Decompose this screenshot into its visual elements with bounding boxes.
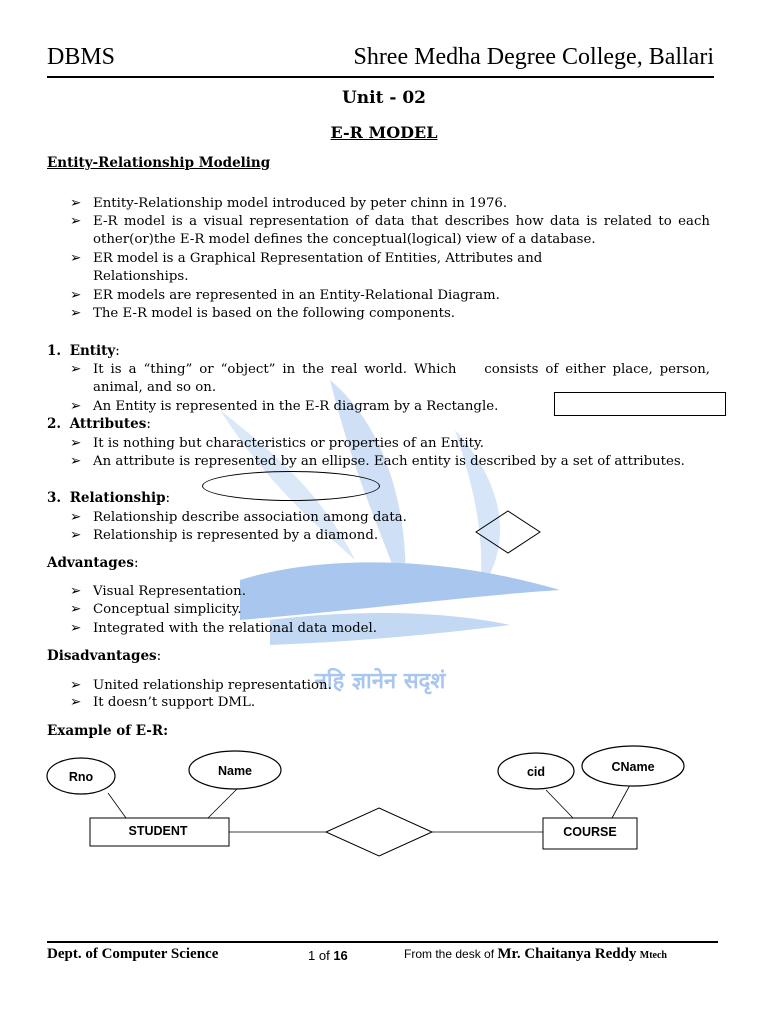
bullet-text: Relationship is represented by a diamond. xyxy=(93,528,379,543)
page-number xyxy=(308,948,348,963)
header-college: Shree Medha Degree College, Ballari xyxy=(353,44,714,70)
connector-line xyxy=(208,788,238,818)
arrow-bullet-icon: ➢ xyxy=(70,214,82,229)
list-item xyxy=(70,620,710,638)
list-item xyxy=(70,601,710,619)
list-item xyxy=(70,694,710,712)
list-item xyxy=(70,527,710,545)
list-item xyxy=(70,287,710,305)
bullet-text: An Entity is represented in the E-R diagram by a Rectangle. xyxy=(93,399,499,414)
attribute-label: Name xyxy=(217,764,253,778)
bullet-text: ER models are represented in an Entity-Relational Diagram. xyxy=(93,288,500,303)
author-name: Mr. Chaitanya Reddy xyxy=(497,946,637,962)
arrow-bullet-icon: ➢ xyxy=(70,399,82,414)
entity-label: COURSE xyxy=(563,825,617,839)
arrow-bullet-icon: ➢ xyxy=(70,510,82,525)
arrow-bullet-icon: ➢ xyxy=(70,306,82,321)
arrow-bullet-icon: ➢ xyxy=(70,436,82,451)
arrow-bullet-icon: ➢ xyxy=(70,528,82,543)
page-header xyxy=(47,44,714,74)
attribute-label: Rno xyxy=(68,770,94,784)
arrow-bullet-icon: ➢ xyxy=(70,584,82,599)
entity-label: STUDENT xyxy=(128,824,188,838)
entity-course xyxy=(543,818,637,849)
component-name: Attributes xyxy=(69,416,147,432)
page-title-text: E-R MODEL xyxy=(330,123,438,142)
page-of: of xyxy=(318,948,330,963)
bullet-text: The E-R model is based on the following components. xyxy=(93,306,456,321)
component-number: 3. xyxy=(47,490,62,506)
list-item xyxy=(70,435,710,453)
arrow-bullet-icon: ➢ xyxy=(70,621,82,636)
bullet-text: Entity-Relationship model introduced by peter chinn in 1976. xyxy=(93,196,508,211)
example-heading xyxy=(47,723,168,739)
example-heading-text: Example of E-R: xyxy=(47,723,169,739)
component-heading-entity: 1. Entity: xyxy=(47,343,120,359)
unit-title: Unit - 02 xyxy=(341,88,427,108)
disadvantages-heading-text: Disadvantages xyxy=(47,648,157,664)
attribute-cname xyxy=(582,746,684,786)
attribute-label: cid xyxy=(526,765,546,779)
entity-student xyxy=(90,818,229,846)
bullet-text: It doesn’t support DML. xyxy=(93,695,256,710)
bullet-text: It is a “thing” or “object” in the real world. Which consists of either place, person, animal, and so on. xyxy=(93,362,715,395)
footer-department: Dept. of Computer Science xyxy=(47,946,219,962)
page-title xyxy=(0,123,768,142)
list-item xyxy=(70,305,710,323)
arrow-bullet-icon: ➢ xyxy=(70,196,82,211)
component-heading-attributes: 2. Attributes: xyxy=(47,416,151,432)
bullet-text: E-R model is a visual representation of data that describes how data is related to each other(or)the E-R model defines the conceptual(logical) view of a database. xyxy=(93,214,710,247)
arrow-bullet-icon: ➢ xyxy=(70,454,82,469)
section-heading: Entity-Relationship Modeling xyxy=(47,155,271,171)
list-item xyxy=(70,509,710,527)
bullet-text: Visual Representation. xyxy=(93,584,246,599)
component-number: 1. xyxy=(47,343,62,359)
header-subject: DBMS xyxy=(47,44,116,70)
bullet-text: Integrated with the relational data model. xyxy=(93,621,377,636)
advantages-heading: Advantages: xyxy=(47,555,139,571)
attribute-ellipse-shape xyxy=(202,471,380,501)
list-item xyxy=(70,583,710,601)
list-item xyxy=(70,677,710,695)
connector-line xyxy=(108,793,126,818)
bullet-text: Conceptual simplicity. xyxy=(93,602,242,617)
footer-divider xyxy=(47,941,718,943)
er-diagram xyxy=(0,740,768,880)
header-divider xyxy=(47,76,714,78)
relationship-diamond xyxy=(326,808,432,856)
list-item xyxy=(70,195,710,213)
arrow-bullet-icon: ➢ xyxy=(70,602,82,617)
component-heading-relationship: 3. Relationship: xyxy=(47,490,171,506)
attribute-name xyxy=(189,751,281,789)
list-item xyxy=(70,213,710,249)
page-total: 16 xyxy=(333,948,348,963)
arrow-bullet-icon: ➢ xyxy=(70,678,82,693)
footer-from-text: From the desk of xyxy=(404,947,495,961)
arrow-bullet-icon: ➢ xyxy=(70,251,82,266)
author-qualification: Mtech xyxy=(639,950,667,961)
entity-rectangle-shape xyxy=(554,392,726,416)
attribute-cid xyxy=(498,753,574,789)
bullet-text: ER model is a Graphical Representation of Entities, Attributes and Relationships. xyxy=(93,251,543,284)
list-item xyxy=(70,453,710,471)
page-current: 1 xyxy=(308,948,316,963)
relationship-diamond-shape xyxy=(474,509,542,555)
watermark-text: नहि ज्ञानेन सदृशं xyxy=(314,669,446,694)
bullet-text: An attribute is represented by an ellipse. Each entity is described by a set of attributes. xyxy=(93,454,685,469)
attribute-rno xyxy=(47,758,115,794)
component-name: Relationship xyxy=(69,490,166,506)
arrow-bullet-icon: ➢ xyxy=(70,362,82,377)
bullet-text: Relationship describe association among data. xyxy=(93,510,407,525)
connector-line xyxy=(546,790,573,818)
arrow-bullet-icon: ➢ xyxy=(70,695,82,710)
bullet-text: United relationship representation. xyxy=(93,678,332,693)
component-name: Entity xyxy=(69,343,116,359)
advantages-heading-text: Advantages xyxy=(47,555,134,571)
component-number: 2. xyxy=(47,416,62,432)
connector-line xyxy=(612,785,630,818)
list-item xyxy=(70,250,710,286)
attribute-label: CName xyxy=(611,760,655,774)
disadvantages-heading: Disadvantages: xyxy=(47,648,162,664)
arrow-bullet-icon: ➢ xyxy=(70,288,82,303)
footer-author xyxy=(404,946,667,963)
bullet-text: It is nothing but characteristics or properties of an Entity. xyxy=(93,436,484,451)
